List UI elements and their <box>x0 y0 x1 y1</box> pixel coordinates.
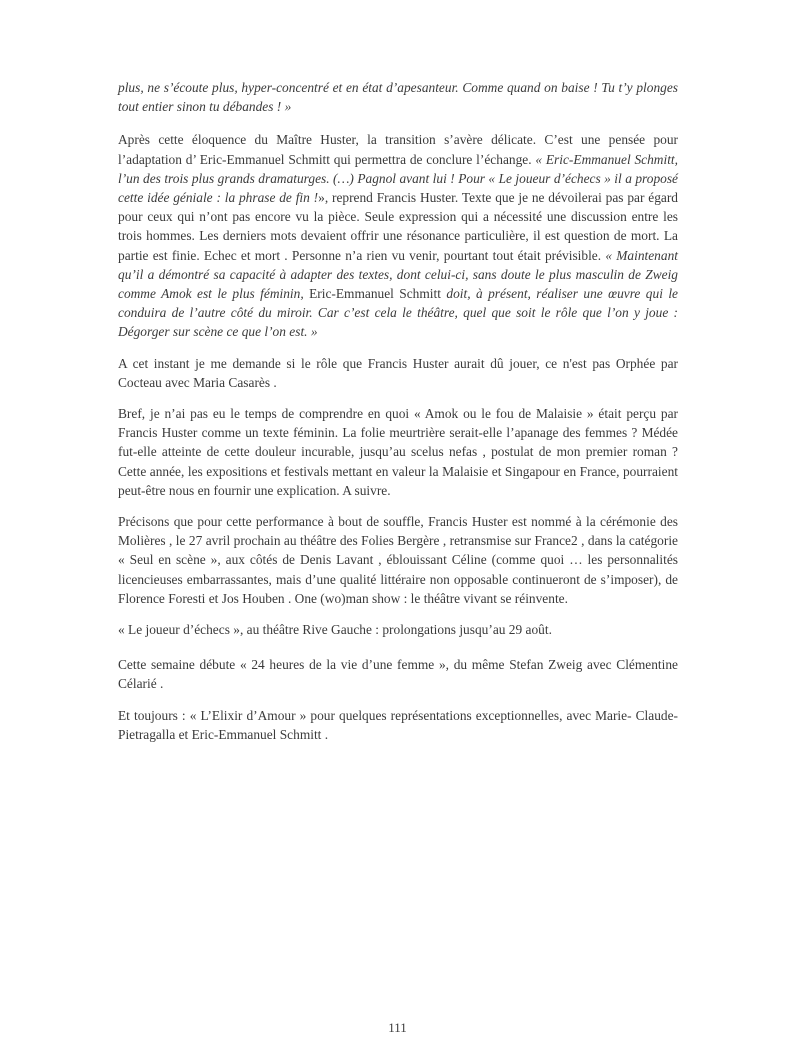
text-segment: », reprend Francis Huster. Texte que je ne dévoilerai pas par égard pour ceux qui n’ont pas encore vu la pièce. Seule expression qui a nécessité une discussion entre les trois hommes. Les derniers mots devaient offrir une résonance particulière, il est question de mort. La partie est finie. Echec et mort . Personne n’a rien vu venir, pourtant tout était prévisible. <box>118 190 678 263</box>
quote-text: plus, ne s’écoute plus, hyper-concentré et en état d’apesanteur. Comme quand on baise ! Tu t’y plonges tout entier sinon tu débandes ! » <box>118 80 678 115</box>
paragraph-amok: Bref, je n’ai pas eu le temps de comprendre en quoi « Amok ou le fou de Malaisie » était perçu par Francis Huster comme un texte féminin. La folie meurtrière serait-elle l’apanage des femmes ? Médée fut-elle atteinte de cette douleur incurable, jusqu’au scelus nefas , postulat de mon premier roman ? Cette année, les expositions et festivals mettant en valeur la Malaisie et Singapour en France, pourraient peut-être nous en fournir une explication. A suivre. <box>118 406 678 498</box>
quote-text: « Maintenant qu’il a démontré sa capacité à adapter des textes, dont celui-ci, sans doute le plus masculin de Zweig comme Amok est le plus féminin, <box>118 247 678 302</box>
text-segment: Eric-Emmanuel Schmitt <box>303 286 447 302</box>
paragraph-quote-continuation <box>118 78 678 116</box>
paragraph-prolongations: « Le joueur d’échecs », au théâtre Rive Gauche : prolongations jusqu’au 29 août. <box>118 622 552 638</box>
page-number: 111 <box>388 1020 407 1035</box>
paragraph-elixir: Et toujours : « L’Elixir d’Amour » pour quelques représentations exceptionnelles, avec Marie- Claude-Pietragalla et Eric-Emmanuel Schmitt . <box>118 707 678 742</box>
paragraph-orphee: A cet instant je me demande si le rôle que Francis Huster aurait dû jouer, ce n'est pas Orphée par Cocteau avec Maria Casarès . <box>118 355 678 390</box>
quote-text: « Eric-Emmanuel Schmitt, l’un des trois plus grands dramaturges. (…) Pagnol avant lui ! Pour « Le joueur d’échecs » il a proposé cette idée géniale : la phrase de fin ! <box>118 151 678 206</box>
paragraph-24-heures: Cette semaine débute « 24 heures de la vie d’une femme », du même Stefan Zweig avec Clémentine Célarié . <box>118 657 678 692</box>
paragraph-molieres: Précisons que pour cette performance à bout de souffle, Francis Huster est nommé à la cérémonie des Molières , le 27 avril prochain au théâtre des Folies Bergère , retransmise sur France2 , dans la catégorie « Seul en scène », aux côtés de Denis Lavant , éblouissant Céline (comme quoi … les personnalités licencieuses embarrassantes, mais d’une qualité littéraire non opposable continueront de s’imposer), de Florence Foresti et Jos Houben . One (wo)man show : le théâtre vivant se réinvente. <box>118 514 678 606</box>
paragraph-schmitt-adaptation <box>118 130 678 341</box>
text-segment: Après cette éloquence du Maître Huster, la transition s’avère délicate. C’est une pensée pour l’adaptation d’ Eric-Emmanuel Schmitt qui permettra de conclure l’échange. <box>118 132 678 167</box>
document-body <box>118 78 678 756</box>
quote-text: doit, à présent, réaliser une œuvre qui le conduira de l’autre côté du miroir. Car c’est cela le théâtre, quel que soit le rôle que l’on y joue : Dégorger sur scène ce que l’on est. » <box>118 286 678 340</box>
